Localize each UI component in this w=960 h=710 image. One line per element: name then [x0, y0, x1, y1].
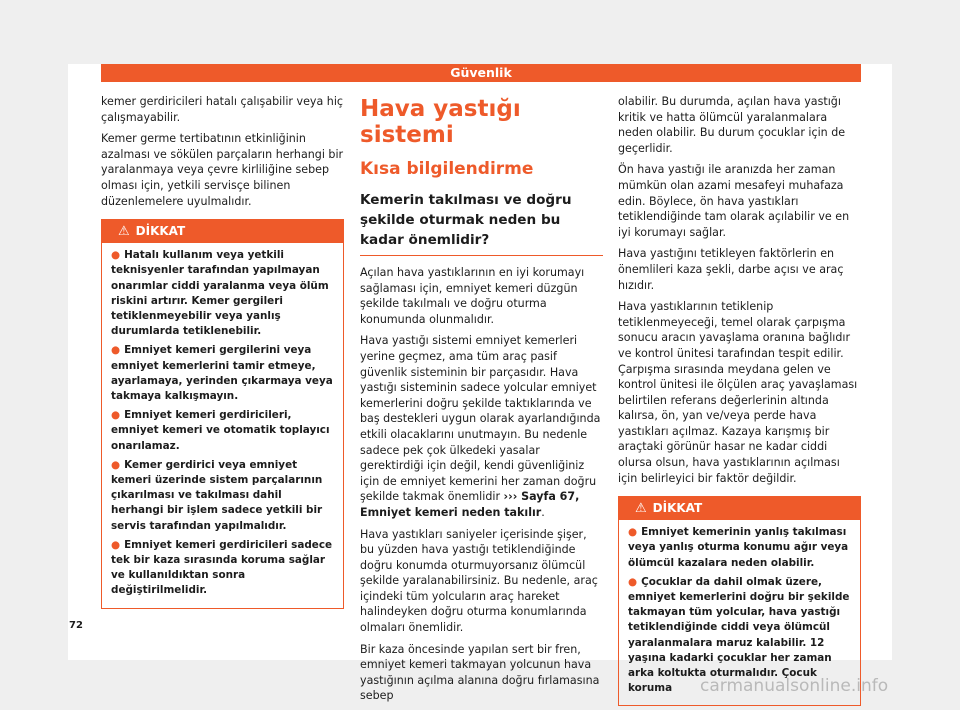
column-left — [101, 94, 344, 609]
paragraph: Bir kaza öncesinde yapılan sert bir fren, emniyet kemeri takmayan yolcunun hava yastığının açılma alanına doğru fırlamasına sebep — [360, 642, 600, 703]
cross-reference-link[interactable]: ››› Sayfa 67, Emniyet kemeri neden takılır — [360, 490, 580, 519]
subheading: Kemerin takılması ve doğru şekilde oturmak neden bu kadar önemlidir? — [360, 190, 603, 256]
section-header: Güvenlik — [101, 64, 861, 82]
page-title: Hava yastığı sistemi — [360, 96, 521, 148]
warning-item: ● Emniyet kemeri gergilerini veya emniyet kemerlerini tamir etmeye, ayarlamaya, yerinden çıkarmaya veya takmaya kalkışmayın. — [111, 344, 333, 402]
warning-title: ⚠ DİKKAT — [102, 220, 343, 243]
paragraph: kemer gerdiricileri hatalı çalışabilir veya hiç çalışmayabilir. — [101, 95, 344, 124]
paragraph: Hava yastıklarının tetiklenip tetiklenmeyeceği, temel olarak çarpışma sonucu aracın yavaşlama oranına bağlıdır ve kontrol ünitesi tarafından tespit edilir. Çarpışma sırasında meydana gelen ve kontrol ünitesi ile ölçülen araç yavaşlaması belirtilen referans değerlerinin altında kalırsa, ön, yan ve/veya perde hava yastıkları açılmaz. Kazaya karışmış bir araçtaki görünür hasar ne kadar ciddi olursa olsun, hava yastıklarının açılması için belirleyici bir faktör değildir. — [618, 300, 858, 485]
warning-item: ● Emniyet kemeri gerdiricileri, emniyet kemeri ve otomatik toplayıcı onarılamaz. — [111, 409, 330, 452]
paragraph: Kemer germe tertibatının etkinliğinin azalması ve sökülen parçaların herhangi bir yaralanmaya veya çevre kirliliğine sebep olması için, yetkili servisçe bilinen düzenlemelere uyulmalıdır. — [101, 132, 344, 208]
warning-item: ● Emniyet kemeri gerdiricileri sadece tek bir kaza sırasında koruma sağlar ve kullanıldıktan sonra değiştirilmelidir. — [111, 538, 333, 597]
warning-body — [102, 243, 343, 607]
warning-box — [101, 219, 344, 608]
page-number: 72 — [69, 620, 83, 631]
paragraph: olabilir. Bu durumda, açılan hava yastığı kritik ve hatta ölümcül yaralanmalara neden olabilir. Bu durum çocuklar için de geçerlidir. — [618, 95, 846, 155]
paragraph: Hava yastığını tetikleyen faktörlerin en önemlileri kaza şekli, darbe açısı ve araç hızıdır. — [618, 247, 844, 292]
warning-item: ● Emniyet kemerinin yanlış takılması veya yanlış oturma konumu ağır veya ölümcül kazalara neden olabilir. — [628, 526, 849, 569]
watermark: carmanualsonline.info — [700, 676, 889, 696]
paragraph: Açılan hava yastıklarının en iyi korumayı sağlaması için, emniyet kemeri düzgün şekilde takılmalı ve doğru oturma konumunda olunmalıdır. — [360, 266, 585, 326]
paragraph: Hava yastıkları saniyeler içerisinde şişer, bu yüzden hava yastığı tetiklendiğinde doğru konumda oturmuyorsanız ölümcül şekilde yaralanabilirsiniz. Bu nedenle, araç içindeki tüm yolcuların araç hareket halindeyken doğru oturma konumlarında olmaları önemlidir. — [360, 527, 598, 635]
warning-item: ● Hatalı kullanım veya yetkili teknisyenler tarafından yapılmayan onarımlar ciddi yaralanma veya ölüm riskini artırır. Kemer gergileri tetiklenmeyebilir veya yanlış durumlarda tetiklenebilir. — [111, 249, 329, 338]
warning-title: ⚠ DİKKAT — [619, 497, 860, 520]
column-right — [618, 94, 861, 706]
warning-item: ● Çocuklar da dahil olmak üzere, emniyet kemerlerini doğru bir şekilde takmayan tüm yolcular, hava yastığı tetiklendiğinde ciddi veya ölümcül yaralanmalara maruz kalabilir. 12 yaşına kadarki çocuklar her zaman arka koltukta oturmalıdır. Çocuk koruma — [628, 575, 850, 695]
paragraph: Ön hava yastığı ile aranızda her zaman mümkün olan azami mesafeyi muhafaza edin. Böylece, ön hava yastıkları tetiklendiğinde tam olarak açılabilir ve en iyi korumayı sağlar. — [618, 163, 850, 239]
section-subtitle: Kısa bilgilendirme — [360, 159, 534, 179]
column-middle — [360, 94, 603, 710]
warning-item: ● Kemer gerdirici veya emniyet kemeri üzerinde sistem parçalarının çıkarılması ve takılması dahil herhangi bir işlem sadece yetkili bir servis tarafından yapılmalıdır. — [111, 458, 323, 532]
paragraph: Hava yastığı sistemi emniyet kemerleri yerine geçmez, ama tüm araç pasif güvenlik sisteminin bir parçasıdır. Hava yastığı sisteminin sadece yolcular emniyet kemerlerini doğru şekilde taktıklarında ve baş destekleri uygun olarak ayarlandığında etkili olacaklarını unutmayın. Bu nedenle sadece pek çok ülkedeki yasalar gerektirdiği için değil, kendi güvenliğiniz için de emniyet kemerini her zaman doğru şekilde takmak önemlidir ››› Sayfa 67, Emniyet kemeri neden takılır. — [360, 334, 601, 519]
warning-triangle-icon: ⚠ — [635, 501, 647, 517]
warning-triangle-icon: ⚠ — [118, 224, 130, 240]
warning-box — [618, 496, 861, 706]
